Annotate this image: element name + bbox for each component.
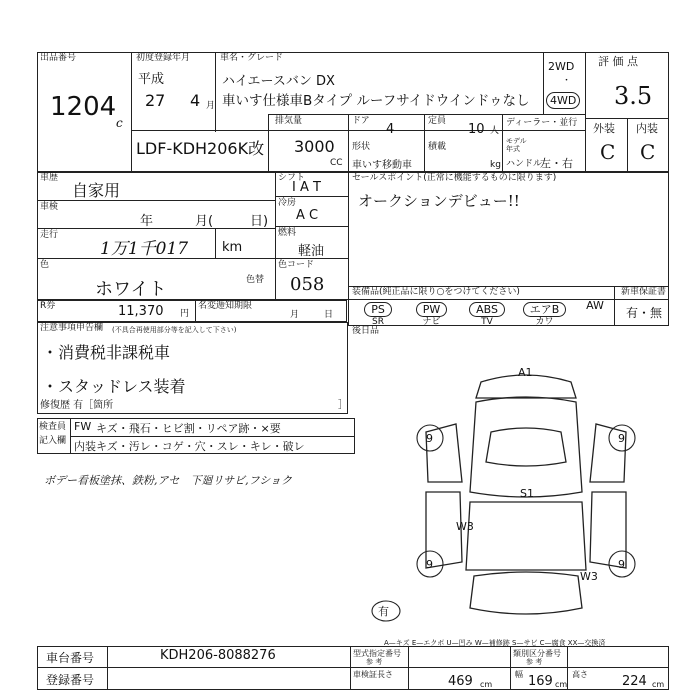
equipment-top: ABS (469, 302, 505, 317)
ac-label: 冷房 (278, 198, 297, 208)
doc-deadline-label: 名変逓知期限 (198, 301, 253, 311)
exhibit-label: 出品番号 (40, 53, 77, 63)
exterior-label: 外装 (593, 122, 615, 135)
name-grade-label: 車名・グレード (220, 53, 284, 63)
divider (195, 300, 196, 322)
notes-line1: ・消費税非課税車 (42, 343, 171, 362)
mileage-unit: km (222, 240, 243, 255)
equipment-top: PW (416, 302, 448, 317)
inspector-row1: キズ・飛石・ヒビ割・リペア跡・×要 (96, 422, 281, 435)
damage-mark: 9 (426, 432, 433, 445)
height-unit: cm (652, 680, 665, 689)
mileage-label: 走行 (40, 230, 59, 240)
history-value: 自家用 (72, 181, 121, 200)
load-label: 積載 (428, 142, 447, 152)
divider (543, 52, 544, 114)
divider (502, 114, 503, 172)
model-year-label: モデル 年式 (506, 137, 527, 153)
divider (275, 172, 276, 300)
later-date-label: 後日品 (352, 326, 380, 336)
notes-line2: ・スタッドレス装着 (42, 377, 186, 396)
sales-point-label: セールスポイント(正常に機能するものに限ります) (352, 173, 557, 183)
score-value: 3.5 (614, 82, 653, 110)
equipment-bottom: TV (481, 317, 493, 327)
damage-mark: W3 (580, 570, 598, 583)
recycle-value: 11,370 (118, 304, 164, 319)
damage-mark: S1 (520, 487, 534, 500)
width-unit: cm (555, 680, 568, 689)
vehicle-name: ハイエースバン DX (222, 74, 335, 89)
length-label: 車検証長さ (353, 670, 393, 679)
color-value: ホワイト (95, 279, 167, 300)
warranty-value: 有・無 (626, 306, 663, 320)
divider (268, 114, 585, 115)
divider (268, 114, 269, 172)
inspection-month-unit: 月( (195, 214, 214, 229)
inspector-row2: キズ・汚レ・コゲ・穴・スレ・キレ・破レ (96, 440, 305, 453)
divider (37, 667, 669, 668)
color-label: 色 (40, 260, 50, 270)
equipment-top: エアB (523, 302, 567, 317)
divider (275, 226, 348, 227)
reg-month: 4 (190, 91, 201, 110)
divider (585, 52, 586, 172)
divider (408, 646, 409, 690)
repair-label: 修復歴 有［箇所 (40, 400, 114, 411)
load-unit: kg (490, 160, 501, 170)
lot-suffix: c (116, 116, 123, 130)
vehicle-model: LDF-KDH206K改 (136, 139, 265, 158)
legend: A—キズ E—エクボ U—凹み W—補修跡 S—サビ C—腐食 XX—交換済 (384, 639, 606, 647)
displacement-value: 3000 (294, 137, 335, 156)
handle-value: 左・右 (540, 157, 573, 170)
equipment-row (356, 298, 612, 328)
notes-label: 注意事項申告欄 (40, 323, 104, 333)
vehicle-grade: 車いす仕様車Bタイプ ルーフサイドウインドゥなし (222, 93, 530, 109)
sales-point-text: オークションデビュー!! (358, 192, 520, 210)
displacement-unit: CC (330, 158, 343, 168)
class-sub: 参 考 (526, 658, 543, 666)
damage-mark: A1 (518, 366, 533, 379)
type-spec-sub: 参 考 (366, 658, 383, 666)
score-label: 評 価 点 (598, 55, 638, 68)
drive-dot: ・ (562, 76, 572, 86)
capacity-unit: 人 (490, 126, 500, 136)
exterior-value: C (600, 140, 616, 164)
divider (70, 436, 355, 437)
class-label: 類別区分番号 (513, 649, 561, 658)
height-value: 224 (622, 674, 647, 689)
ac-value: A C (296, 208, 319, 223)
inspection-year-unit: 年 (140, 214, 154, 229)
chassis-value: KDH206-8088276 (160, 648, 276, 663)
damage-mark: W3 (456, 520, 474, 533)
divider (348, 172, 349, 300)
doors-label: ドア (352, 116, 370, 126)
divider (107, 646, 108, 690)
reg-number-label: 登録番号 (46, 673, 95, 687)
divider (131, 130, 585, 131)
width-label: 幅 (515, 670, 523, 679)
divider (614, 286, 615, 326)
equipment-item (410, 298, 454, 328)
equipment-bottom: SR (372, 317, 384, 327)
inspection-label: 車検 (40, 202, 59, 212)
equipment-top: PS (364, 302, 392, 317)
damage-mark: 9 (618, 558, 625, 571)
inspector-label2: 記入欄 (39, 436, 67, 446)
height-label: 高さ (572, 670, 588, 679)
divider (215, 52, 216, 132)
color-code-value: 058 (290, 274, 325, 295)
shape-label: 形状 (352, 142, 371, 152)
equipment-bottom: カワ (535, 317, 554, 327)
doc-deadline-month: 月 (290, 310, 300, 320)
recycle-unit: 円 (180, 309, 190, 319)
recycle-frame (37, 300, 347, 322)
divider (37, 228, 275, 229)
color-change-label: 色替 (246, 275, 265, 285)
interior-label: 内装 (636, 122, 658, 135)
lot-number: 1204 (50, 92, 117, 122)
shift-label: シフト (278, 173, 306, 183)
divider (510, 646, 511, 690)
warranty-label: 新車保証書 (621, 287, 667, 297)
divider (424, 114, 425, 172)
capacity-label: 定員 (428, 116, 447, 126)
reg-month-unit: 月 (206, 101, 216, 111)
damage-mark: 9 (426, 558, 433, 571)
inspector-row1-prefix: FW (74, 420, 92, 433)
mileage-value: 1万1千017 (100, 239, 189, 259)
equipment-item (463, 298, 511, 328)
equipment-item (578, 298, 612, 328)
drive-2wd: 2WD (548, 60, 575, 73)
width-value: 169 (528, 674, 553, 689)
equipment-top: AW (586, 299, 604, 312)
shift-value: I A T (292, 180, 321, 195)
chassis-label: 車台番号 (46, 651, 95, 665)
divider (350, 646, 351, 690)
divider (275, 196, 348, 197)
reg-era: 平成 (138, 72, 165, 87)
first-reg-label: 初度登録年月 (136, 53, 191, 63)
doc-deadline-day: 日 (324, 310, 334, 320)
inspector-remark: ボデー看板塗抹、鉄粉,アセ 下廻リサビ,フショク (44, 474, 293, 487)
inspection-day-unit: 日) (250, 214, 269, 229)
inspector-row2-prefix: 内装 (74, 440, 96, 453)
dealer-label: ディーラー・並行 (506, 118, 578, 128)
handle-label: ハンドル (506, 159, 543, 169)
divider (627, 118, 628, 172)
notes-sublabel: (不具合再使用部分等を記入して下さい) (112, 326, 237, 334)
length-unit: cm (480, 680, 493, 689)
doors-value: 4 (386, 122, 395, 137)
equipment-item (356, 298, 400, 328)
repair-close: ］ (338, 400, 348, 411)
shape-value: 車いす移動車 (352, 160, 412, 171)
color-code-label: 色コード (278, 260, 315, 270)
capacity-value: 10 (468, 122, 485, 137)
divider (215, 228, 216, 258)
length-value: 469 (448, 674, 473, 689)
recycle-label: R券 (40, 301, 56, 311)
interior-value: C (640, 140, 656, 164)
fuel-value: 軽油 (298, 244, 325, 259)
car-diagram (378, 362, 658, 632)
reg-year: 27 (145, 91, 166, 110)
damage-mark: 有 (378, 605, 389, 618)
history-label: 車歴 (40, 173, 59, 183)
type-spec-label: 型式指定番号 (353, 649, 401, 658)
displacement-label: 排気量 (275, 116, 303, 126)
damage-mark: 9 (618, 432, 625, 445)
divider (131, 52, 132, 172)
equipment-label: 装備品(純正品に限り○をつけてください) (352, 287, 520, 297)
drive-4wd: 4WD (546, 92, 580, 109)
equipment-bottom: ナビ (422, 317, 441, 327)
inspector-label1: 検査員 (39, 422, 67, 432)
divider (348, 114, 349, 172)
equipment-item (521, 298, 569, 328)
fuel-label: 燃料 (278, 228, 297, 238)
